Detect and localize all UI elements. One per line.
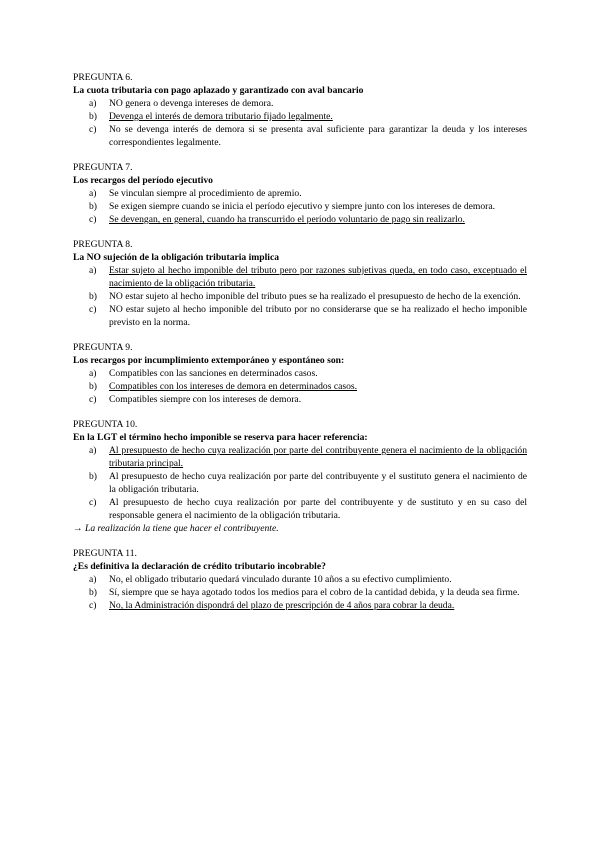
option-letter: c) bbox=[89, 600, 97, 611]
answer-option bbox=[73, 380, 527, 393]
question-title: La cuota tributaria con pago aplazado y garantizado con aval bancario bbox=[73, 85, 364, 96]
answer-options bbox=[73, 264, 527, 329]
option-text: Se exigen siempre cuando se inicia el período ejecutivo y siempre junto con los intereses de demora. bbox=[109, 201, 496, 212]
option-letter: a) bbox=[89, 368, 97, 379]
question-number: PREGUNTA 6 bbox=[73, 72, 131, 83]
option-letter: c) bbox=[89, 214, 97, 225]
option-text: Al presupuesto de hecho cuya realización por parte del contribuyente y de sustituto y en su caso del responsable genera el nacimiento de la obligación tributaria. bbox=[109, 497, 527, 521]
answer-option bbox=[73, 367, 527, 380]
answer-options bbox=[73, 367, 527, 406]
answer-options bbox=[73, 444, 527, 522]
option-text: Se vinculan siempre al procedimiento de apremio. bbox=[109, 188, 302, 199]
answer-option bbox=[73, 586, 527, 599]
question-heading: PREGUNTA 6. bbox=[73, 72, 133, 83]
answer-option bbox=[73, 213, 527, 226]
answer-options bbox=[73, 187, 527, 226]
option-letter: c) bbox=[89, 124, 97, 135]
option-text: Sí, siempre que se haya agotado todos los medios para el cobro de la cantidad debida, y la deuda sea firme. bbox=[109, 587, 520, 598]
question-block bbox=[73, 547, 527, 612]
answer-option bbox=[73, 470, 527, 496]
option-text-marked: Devenga el interés de demora tributario fijado legalmente. bbox=[109, 111, 333, 122]
answer-option bbox=[73, 496, 527, 522]
option-letter: a) bbox=[89, 188, 97, 199]
answer-options bbox=[73, 573, 527, 612]
answer-option bbox=[73, 110, 527, 123]
question-heading: PREGUNTA 7. bbox=[73, 162, 133, 173]
option-letter: a) bbox=[89, 574, 97, 585]
option-letter: a) bbox=[89, 265, 97, 276]
option-letter: b) bbox=[89, 381, 97, 392]
question-number: PREGUNTA 8 bbox=[73, 239, 131, 250]
option-text: NO estar sujeto al hecho imponible del tributo por no considerarse que se ha realizado el hecho imponible previsto en la norma. bbox=[109, 304, 527, 328]
option-text: NO estar sujeto al hecho imponible del tributo pues se ha realizado el presupuesto de hecho de la exención. bbox=[109, 291, 521, 302]
answer-option bbox=[73, 599, 527, 612]
question-heading: PREGUNTA 11. bbox=[73, 548, 137, 559]
question-number: PREGUNTA 9 bbox=[73, 342, 131, 353]
question-block bbox=[73, 341, 527, 406]
question-title: En la LGT el término hecho imponible se reserva para hacer referencia: bbox=[73, 432, 368, 443]
answer-option bbox=[73, 123, 527, 149]
option-text-marked: Compatibles con los intereses de demora en determinados casos. bbox=[109, 381, 358, 392]
option-text-marked: Estar sujeto al hecho imponible del tributo pero por razones subjetivas queda, en todo caso, exceptuado el nacimiento de la obligación tributaria. bbox=[109, 265, 527, 289]
question-number: PREGUNTA 11 bbox=[73, 548, 135, 559]
answer-option bbox=[73, 303, 527, 329]
question-heading: PREGUNTA 9. bbox=[73, 342, 133, 353]
option-text: NO genera o devenga intereses de demora. bbox=[109, 98, 274, 109]
option-text-marked: Al presupuesto de hecho cuya realización por parte del contribuyente genera el nacimiento de la obligación tributaria principal. bbox=[109, 445, 527, 469]
question-heading: PREGUNTA 8. bbox=[73, 239, 133, 250]
question-title: ¿Es definitiva la declaración de crédito tributario incobrable? bbox=[73, 561, 326, 572]
answer-option bbox=[73, 264, 527, 290]
option-letter: b) bbox=[89, 471, 97, 482]
option-letter: c) bbox=[89, 497, 97, 508]
arrow-right-icon: → bbox=[73, 523, 83, 534]
question-heading: PREGUNTA 10. bbox=[73, 419, 138, 430]
question-block bbox=[73, 161, 527, 226]
option-text-marked: Se devengan, en general, cuando ha transcurrido el período voluntario de pago sin realizarlo. bbox=[109, 214, 465, 225]
option-letter: b) bbox=[89, 291, 97, 302]
question-title: Los recargos del período ejecutivo bbox=[73, 175, 213, 186]
answer-options bbox=[73, 97, 527, 149]
option-text: No se devenga interés de demora si se presenta aval suficiente para garantizar la deuda y los intereses correspondientes legalmente. bbox=[109, 124, 527, 148]
answer-option bbox=[73, 290, 527, 303]
option-letter: b) bbox=[89, 201, 97, 212]
option-letter: b) bbox=[89, 587, 97, 598]
question-block bbox=[73, 71, 527, 149]
question-title: La NO sujeción de la obligación tributaria implica bbox=[73, 252, 280, 263]
answer-option bbox=[73, 573, 527, 586]
question-block bbox=[73, 418, 527, 535]
option-letter: b) bbox=[89, 111, 97, 122]
option-text: Compatibles con las sanciones en determinados casos. bbox=[109, 368, 318, 379]
question-number: PREGUNTA 10 bbox=[73, 419, 135, 430]
option-text: Al presupuesto de hecho cuya realización por parte del contribuyente y el sustituto genera el nacimiento de la obligación tributaria. bbox=[109, 471, 527, 495]
note-text: La realización la tiene que hacer el contribuyente. bbox=[85, 523, 279, 534]
answer-option bbox=[73, 200, 527, 213]
answer-option bbox=[73, 97, 527, 110]
answer-option bbox=[73, 444, 527, 470]
answer-option bbox=[73, 393, 527, 406]
question-title: Los recargos por incumplimiento extemporáneo y espontáneo son: bbox=[73, 355, 345, 366]
question-list bbox=[73, 71, 527, 624]
question-number: PREGUNTA 7 bbox=[73, 162, 131, 173]
question-block bbox=[73, 238, 527, 329]
option-letter: a) bbox=[89, 445, 97, 456]
option-text: Compatibles siempre con los intereses de demora. bbox=[109, 394, 302, 405]
option-letter: c) bbox=[89, 394, 97, 405]
option-text-marked: No, la Administración dispondrá del plazo de prescripción de 4 años para cobrar la deuda. bbox=[109, 600, 455, 611]
answer-option bbox=[73, 187, 527, 200]
option-text: No, el obligado tributario quedará vinculado durante 10 años a su efectivo cumplimiento. bbox=[109, 574, 452, 585]
option-letter: c) bbox=[89, 304, 97, 315]
answer-note bbox=[73, 522, 527, 535]
option-letter: a) bbox=[89, 98, 97, 109]
